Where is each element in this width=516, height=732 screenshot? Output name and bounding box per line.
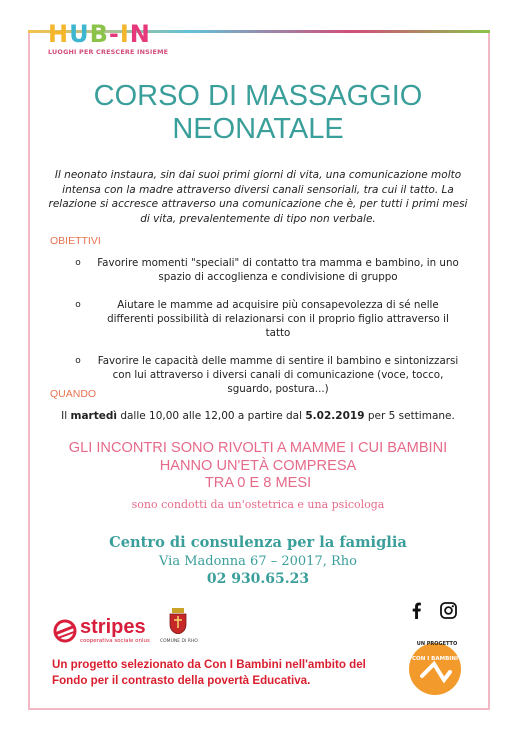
logo-title: HUB-IN <box>48 20 151 48</box>
objective-text: Favorire momenti "speciali" di contatto tra mamma e bambino, in uno spazio di accoglienza e condivisione di gruppo <box>97 257 459 283</box>
bullet-marker: o <box>75 258 81 268</box>
audience-line-3: TRA 0 E 8 MESI <box>204 475 312 491</box>
title-line-2: NEONATALE <box>172 113 344 145</box>
objective-text: Aiutare le mamme ad acquisire più consapevolezza di sé nelle differenti possibilità di relazionarsi con il proprio figlio attraverso il tatto <box>107 299 449 339</box>
con-i-bambini-logo <box>404 636 466 698</box>
bullet-marker: o <box>75 300 81 310</box>
list-item <box>60 256 460 284</box>
center-address: Via Madonna 67 – 20017, Rho <box>159 554 357 569</box>
comune-logo <box>160 608 196 644</box>
footer-line-1: Un progetto selezionato da Con I Bambini nell'ambito del <box>52 658 366 671</box>
audience-line-1: GLI INCONTRI SONO RIVOLTI A MAMME I CUI BAMBINI <box>68 440 448 456</box>
objectives-label: OBIETTIVI <box>50 235 101 247</box>
stripes-mark-icon <box>52 618 78 644</box>
audience-subtitle: sono condotti da un'ostetrica e una psicologa <box>131 498 385 511</box>
page-title <box>40 80 476 146</box>
center-phone: 02 930.65.23 <box>206 571 310 587</box>
list-item <box>60 354 460 396</box>
stripes-subtitle: cooperativa sociale onlus <box>80 638 150 644</box>
schedule-date: 5.02.2019 <box>305 410 365 422</box>
when-label: QUANDO <box>50 388 97 400</box>
schedule-prefix: Il <box>61 410 68 422</box>
list-item <box>60 298 460 340</box>
title-line-1: CORSO DI MASSAGGIO <box>93 80 423 112</box>
facebook-icon[interactable] <box>410 602 422 619</box>
footer-text <box>52 657 402 689</box>
conbambini-name: CON I BAMBINI <box>411 656 459 662</box>
objective-text: Favorire le capacità delle mamme di sentire il bambino e sintonizzarsi con lui attraverso i diversi canali di comunicazione (voce, tocco, sguardo, postura...) <box>97 355 459 395</box>
footer-line-2: Fondo per il contrasto della povertà Educativa. <box>52 674 311 687</box>
audience-heading <box>40 440 476 493</box>
stripes-logo <box>52 617 150 644</box>
schedule-day: martedì <box>70 410 117 422</box>
objectives-list <box>60 256 460 410</box>
schedule-middle: dalle 10,00 alle 12,00 a partire dal <box>120 410 303 422</box>
coat-of-arms-icon <box>168 608 188 634</box>
audience-line-2: HANNO UN'ETÀ COMPRESA <box>159 457 357 474</box>
stripes-name: stripes <box>80 616 146 638</box>
schedule-suffix: per 5 settimane. <box>367 410 455 422</box>
logo-subtitle: LUOGHI PER CRESCERE INSIEME <box>48 48 169 56</box>
conbambini-top-label: UN PROGETTO <box>416 641 458 647</box>
intro-paragraph: Il neonato instaura, sin dai suoi primi giorni di vita, una comunicazione molto intensa con la madre attraverso diversi canali sensoriali, tra cui il tatto. La relazione si accresce attraverso una comunicazione che è, per tutti i primi mesi di vita, prevalentemente di tipo non verbale. <box>48 169 468 225</box>
schedule-text <box>48 410 468 422</box>
bullet-marker: o <box>75 356 81 366</box>
hub-in-logo <box>48 22 168 56</box>
comune-label: COMUNE DI RHO <box>160 639 198 644</box>
instagram-icon[interactable] <box>440 602 457 619</box>
center-name: Centro di consulenza per la famiglia <box>109 534 407 551</box>
